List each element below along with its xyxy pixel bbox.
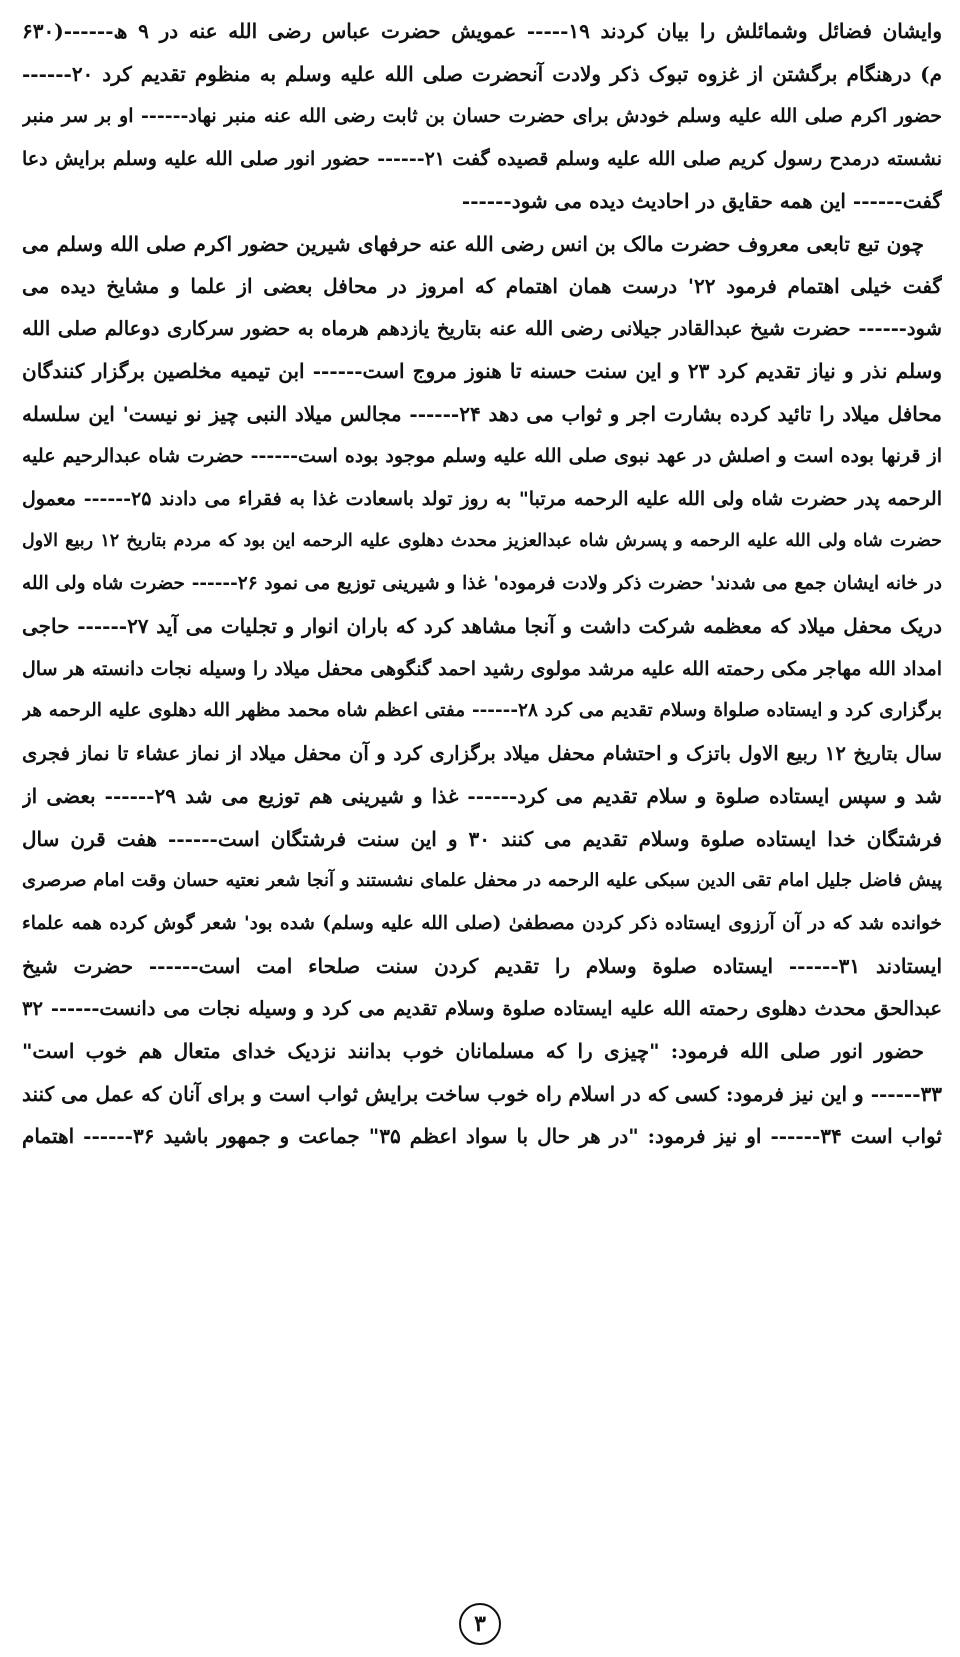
text-line: حضرت شاه ولی الله علیه الرحمه و پسرش شاه عبدالعزیز محدث دهلوی علیه الرحمه این بود که مردم بتاریخ ۱۲ ربیع الاول	[22, 531, 942, 551]
text-line: شد و سپس ایستاده صلوة و سلام تقدیم می کرد------ غذا و شیرینی هم توزیع می شد ۲۹------ بعضی از	[22, 784, 942, 808]
text-line: وسلم نذر و نیاز تقدیم کرد ۲۳ و این سنت حسنه تا هنوز مروج است------ ابن تیمیه مخلصین برگزار کنندگان	[22, 359, 942, 383]
document-text-body	[22, 10, 942, 1158]
text-line: در خانه ایشان جمع می شدند' حضرت ذکر ولادت فرموده' غذا و شیرینی توزیع می نمود ۲۶------ حضرت شاه ولی الله	[22, 572, 942, 594]
text-line: عبدالحق محدث دهلوی رحمته الله علیه ایستاده صلوة وسلام تقدیم می کرد و وسیله نجات می دانست------ ۳۲	[22, 996, 942, 1020]
text-line: پیش فاضل جلیل امام تقی الدین سبکی علیه الرحمه در محفل علمای نشستند و آنجا شعر نعتیه حسان وقت امام صرصری	[22, 870, 942, 891]
text-line: گفت خیلی اهتمام فرمود ۲۲' درست همان اهتمام که امروز در محافل بعضی از علما و مشایخ دیده می	[22, 274, 942, 298]
text-line: نشسته درمدح رسول کریم صلی الله علیه وسلم قصیده گفت ۲۱------ حضور انور صلی الله علیه وسلم برایش دعا	[22, 147, 942, 170]
page-number-badge: ۳	[459, 1603, 501, 1645]
text-line: ایستادند ۳۱------ ایستاده صلوة وسلام را تقدیم کردن سنت صلحاء امت است------ حضرت شیخ	[22, 954, 942, 978]
text-line: م) درهنگام برگشتن از غزوه تبوک ذکر ولادت آنحضرت صلی الله علیه وسلم به منظوم تقدیم کرد ۲۰------	[22, 61, 942, 86]
text-line: شود------ حضرت شیخ عبدالقادر جیلانی رضی الله عنه بتاریخ یازدهم هرماه به حضور سرکاری دوعالم صلی الله	[22, 316, 942, 340]
text-line: از قرنها بوده است و اصلش در عهد نبوی صلی الله علیه وسلم موجود بوده است------ حضرت شاه عبدالرحیم علیه	[22, 445, 942, 467]
text-line: ۳۳------ و این نیز فرمود: کسی که در اسلام راه خوب ساخت برایش ثواب است و برای آنان که عمل می کنند	[22, 1081, 942, 1106]
text-line: امداد الله مهاجر مکی رحمته الله علیه مرشد مولوی رشید احمد گنگوهی محفل میلاد را وسیله نجات دانسته هر سال	[22, 657, 942, 680]
text-line: چون تبع تابعی معروف حضرت مالک بن انس رضی الله عنه حرفهای شیرین حضور اکرم صلی الله وسلم می	[22, 231, 924, 256]
text-line: حضور اکرم صلی الله علیه وسلم خودش برای حضرت حسان بن ثابت رضی الله عنه منبر نهاد------ او بر سر منبر	[22, 105, 942, 127]
text-line: ثواب است ۳۴------ او نیز فرمود: "در هر حال با سواد اعظم ۳۵" جماعت و جمهور باشید ۳۶------ اهتمام	[22, 1124, 942, 1148]
text-line: سال بتاریخ ۱۲ ربیع الاول باتزک و احتشام محفل میلاد برگزاری کرد و آن محفل میلاد از نماز عشاء تا نماز فجری	[22, 741, 942, 765]
text-line: دریک محفل میلاد که معظمه شرکت داشت و آنجا مشاهد کرد که باران انوار و تجلیات می آید ۲۷------ حاجی	[22, 614, 942, 638]
text-line: گفت------ این همه حقایق در احادیث دیده می شود------	[461, 189, 942, 213]
text-line: فرشتگان خدا ایستاده صلوة وسلام تقدیم می کنند ۳۰ و این سنت فرشتگان است------ هفت قرن سال	[22, 826, 942, 851]
text-line: برگزاری کرد و ایستاده صلواة وسلام تقدیم می کرد ۲۸------ مفتی اعظم شاه محمد مظهر الله دهلوی علیه الرحمه هر	[22, 700, 942, 721]
text-line: خوانده شد که در آن آرزوی ایستاده ذکر کردن مصطفیٰ (صلی الله علیه وسلم) شده بود' شعر گوش کرده همه علماء	[22, 912, 942, 934]
text-line: وایشان فضائل وشمائلش را بیان کردند ۱۹----- عمویش حضرت عباس رضی الله عنه در ۹ ھ------(۶۳۰	[22, 19, 942, 43]
text-line: حضور انور صلی الله فرمود: "چیزی را که مسلمانان خوب بدانند نزدیک خدای متعال هم خوب است"	[22, 1039, 924, 1063]
text-line: الرحمه پدر حضرت شاه ولی الله علیه الرحمه مرتبا" به روز تولد باسعادت غذا به فقراء می دادند ۲۵------ معمول	[22, 487, 942, 510]
text-line: محافل میلاد را تائید کرده بشارت اجر و ثواب می دهد ۲۴------ مجالس میلاد النبی چیز نو نیست' این سلسله	[22, 401, 942, 426]
